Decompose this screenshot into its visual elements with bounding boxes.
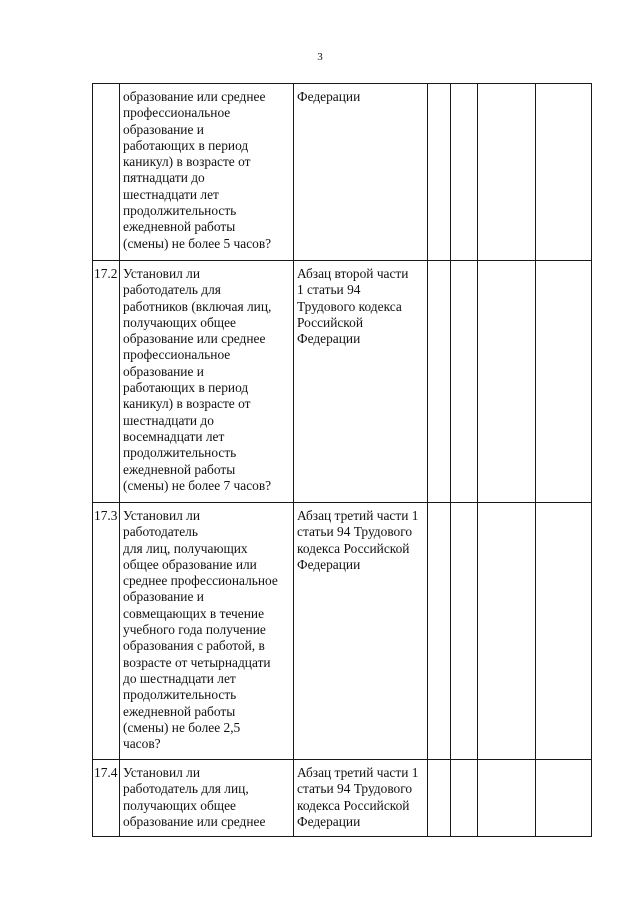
- answer-not-applicable-cell: [478, 261, 536, 503]
- checklist-table: [92, 83, 592, 837]
- answer-not-applicable-cell: [478, 760, 536, 837]
- question-text: Установил ли работодатель для работников (включая лиц, получающих общее образование или среднее профессиональное образование и работающих в период каникул) в возрасте от шестнадцати до восемнадцати лет продолжительность ежедневной работы (смены) не более 7 часов?: [123, 266, 272, 493]
- legal-reference-text: Абзац второй части 1 статьи 94 Трудового кодекса Российской Федерации: [297, 266, 409, 347]
- answer-no-cell: [451, 261, 478, 503]
- question-cell: [120, 760, 294, 837]
- answer-yes-cell: [428, 503, 451, 760]
- item-number: 17.2: [94, 266, 118, 281]
- item-number-cell: [93, 503, 120, 760]
- comment-cell: [536, 760, 592, 837]
- table-row: [93, 261, 592, 503]
- item-number-cell: [93, 760, 120, 837]
- legal-reference-text: Абзац третий части 1 статьи 94 Трудового кодекса Российской Федерации: [297, 508, 419, 572]
- comment-cell: [536, 84, 592, 261]
- legal-reference-cell: [294, 503, 428, 760]
- legal-reference-cell: [294, 261, 428, 503]
- question-text: Установил ли работодатель для лиц, получающих общее образование или среднее: [123, 765, 266, 829]
- legal-reference-cell: [294, 84, 428, 261]
- item-number-cell: [93, 261, 120, 503]
- legal-reference-cell: [294, 760, 428, 837]
- question-cell: [120, 503, 294, 760]
- item-number: 17.3: [94, 508, 118, 523]
- question-text: образование или среднее профессиональное образование и работающих в период каникул) в возрасте от пятнадцати до шестнадцати лет продолжительность ежедневной работы (смены) не более 5 часов?: [123, 89, 272, 251]
- answer-no-cell: [451, 760, 478, 837]
- comment-cell: [536, 261, 592, 503]
- item-number: [93, 84, 119, 89]
- answer-no-cell: [451, 503, 478, 760]
- legal-reference-text: Абзац третий части 1 статьи 94 Трудового кодекса Российской Федерации: [297, 765, 419, 829]
- answer-no-cell: [451, 84, 478, 261]
- answer-yes-cell: [428, 760, 451, 837]
- answer-not-applicable-cell: [478, 84, 536, 261]
- question-cell: [120, 84, 294, 261]
- item-number-cell: [93, 84, 120, 261]
- table-row: [93, 760, 592, 837]
- page-number: 3: [317, 51, 323, 63]
- question-text: Установил ли работодатель для лиц, получающих общее образование или среднее профессиональное образование и совмещающих в течение учебного года получение образования с работой, в возрасте от четырнадцати до шестнадцати лет продолжительность ежедневной работы (смены) не более 2,5 часов?: [123, 508, 278, 752]
- table-row: [93, 84, 592, 261]
- answer-yes-cell: [428, 261, 451, 503]
- question-cell: [120, 261, 294, 503]
- legal-reference-text: Федерации: [297, 89, 361, 104]
- comment-cell: [536, 503, 592, 760]
- table-row: [93, 503, 592, 760]
- answer-not-applicable-cell: [478, 503, 536, 760]
- answer-yes-cell: [428, 84, 451, 261]
- item-number: 17.4: [94, 765, 118, 780]
